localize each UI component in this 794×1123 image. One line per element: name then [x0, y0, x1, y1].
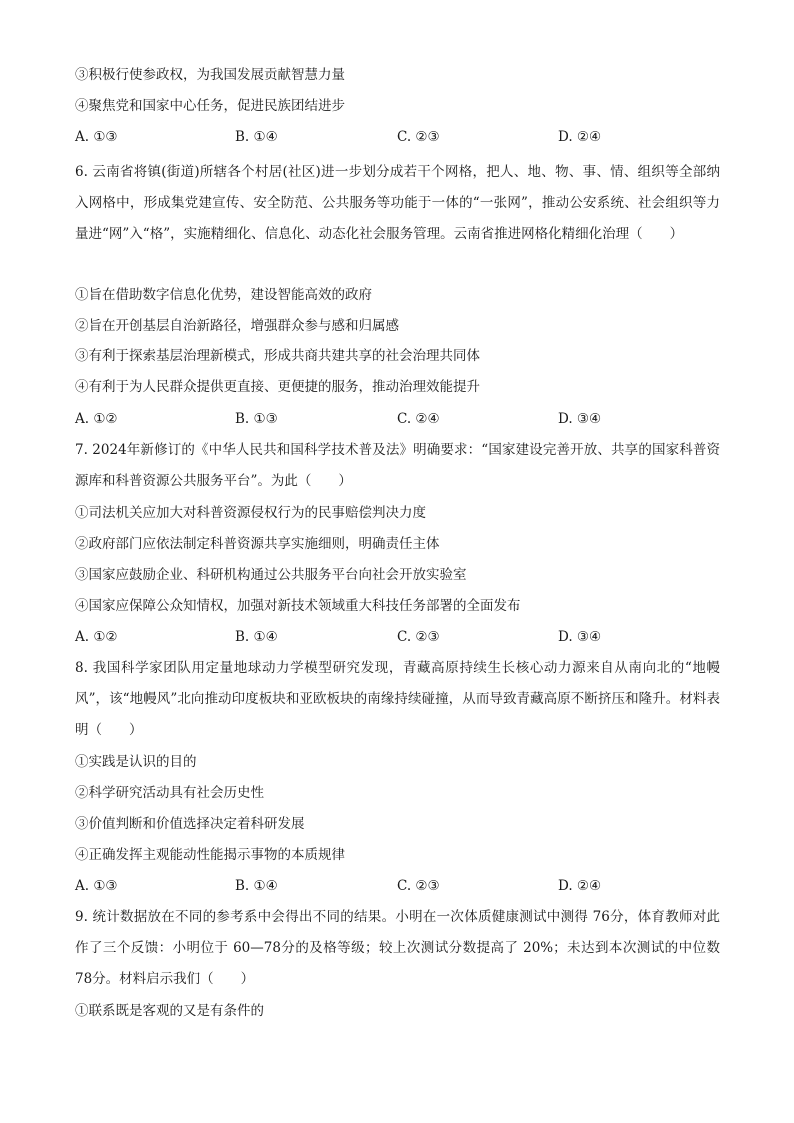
q7-options: [75, 628, 720, 646]
q6-option-d[interactable]: D. ③④: [558, 411, 602, 427]
q7-option-a[interactable]: A. ①②: [75, 629, 118, 645]
q7-option-b[interactable]: B. ①④: [235, 629, 278, 645]
q5-item-4: ④聚焦党和国家中心任务，促进民族团结进步: [75, 98, 345, 114]
q8-option-a[interactable]: A. ①③: [75, 878, 118, 894]
q6-option-a[interactable]: A. ①②: [75, 411, 118, 427]
q7-option-c[interactable]: C. ②③: [397, 629, 440, 645]
q7-item-2: ②政府部门应依法制定科普资源共享实施细则，明确责任主体: [75, 536, 440, 552]
q8-item-1: ①实践是认识的目的: [75, 754, 197, 770]
q6-item-1: ①旨在借助数字信息化优势，建设智能高效的政府: [75, 287, 372, 303]
q5-item-3: ③积极行使参政权，为我国发展贡献智慧力量: [75, 67, 345, 83]
q6-option-b[interactable]: B. ①③: [235, 411, 278, 427]
q8-option-d[interactable]: D. ②④: [558, 878, 602, 894]
q6-stem: 6. 云南省将镇(街道)所辖各个村居(社区)进一步划分成若干个网格，把人、地、物、事、情、组织等全部纳入网格中，形成集党建宣传、安全防范、公共服务等功能于一体的“一张网”，推动公安系统、社会组织等力量进“网”入“格”，实施精细化、信息化、动态化社会服务管理。云南省推进网格化精细化治理（ ）: [75, 164, 720, 242]
q6-item-3: ③有利于探索基层治理新模式，形成共商共建共享的社会治理共同体: [75, 348, 480, 364]
q9-item-1: ①联系既是客观的又是有条件的: [75, 1003, 264, 1019]
q7-item-3: ③国家应鼓励企业、科研机构通过公共服务平台向社会开放实验室: [75, 567, 467, 583]
q6-option-c[interactable]: C. ②④: [397, 411, 440, 427]
q6-item-4: ④有利于为人民群众提供更直接、更便捷的服务，推动治理效能提升: [75, 379, 480, 395]
q6-item-2: ②旨在开创基层自治新路径，增强群众参与感和归属感: [75, 318, 399, 334]
q8-item-2: ②科学研究活动具有社会历史性: [75, 785, 264, 801]
q5-options: [75, 128, 720, 146]
q7-stem: 7. 2024年新修订的《中华人民共和国科学技术普及法》明确要求：“国家建设完善开放、共享的国家科普资源库和科普资源公共服务平台”。为此（ ）: [75, 442, 720, 489]
q5-option-b[interactable]: B. ①④: [235, 129, 278, 145]
q5-option-d[interactable]: D. ②④: [558, 129, 602, 145]
q8-item-3: ③价值判断和价值选择决定着科研发展: [75, 816, 305, 832]
q8-options: [75, 877, 720, 895]
q7-item-1: ①司法机关应加大对科普资源侵权行为的民事赔偿判决力度: [75, 505, 426, 521]
q8-item-4: ④正确发挥主观能动性能揭示事物的本质规律: [75, 847, 345, 863]
q8-option-b[interactable]: B. ①④: [235, 878, 278, 894]
q9-stem: 9. 统计数据放在不同的参考系中会得出不同的结果。小明在一次体质健康测试中测得 76分，体育教师对此作了三个反馈：小明位于 60—78分的及格等级；较上次测试分数提高了 20%；未达到本次测试的中位数 78分。材料启示我们（ ）: [75, 909, 720, 987]
q5-option-a[interactable]: A. ①③: [75, 129, 118, 145]
q7-item-4: ④国家应保障公众知情权，加强对新技术领域重大科技任务部署的全面发布: [75, 598, 521, 614]
q8-option-c[interactable]: C. ②③: [397, 878, 440, 894]
q8-stem: 8. 我国科学家团队用定量地球动力学模型研究发现，青藏高原持续生长核心动力源来自从南向北的“地幔风”，该“地幔风”北向推动印度板块和亚欧板块的南缘持续碰撞，从而导致青藏高原不断挤压和隆升。材料表明（ ）: [75, 660, 720, 738]
q6-options: [75, 410, 720, 428]
q5-option-c[interactable]: C. ②③: [397, 129, 440, 145]
q7-option-d[interactable]: D. ③④: [558, 629, 602, 645]
